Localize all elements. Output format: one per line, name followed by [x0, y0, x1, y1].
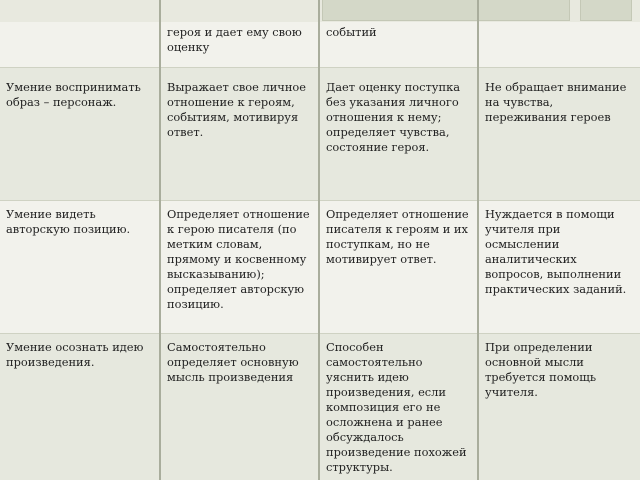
row-divider — [0, 333, 640, 334]
level-low-cell: Нуждается в помощи учителя при осмыслении аналитических вопросов, выполнении практических заданий. — [485, 207, 627, 296]
level-low-cell: Не обращает внимание на чувства, переживания героев — [485, 80, 627, 124]
level-high-cell: Определяет отношение к герою писателя (по метким словам, прямому и косвенному высказыванию); определяет авторскую позицию. — [167, 207, 310, 311]
column-divider — [159, 0, 161, 480]
header-tab — [322, 0, 570, 21]
criterion-cell: Умение воспринимать образ – персонаж. — [6, 80, 141, 109]
level-low-cell: При определении основной мысли требуется помощь учителя. — [485, 340, 597, 399]
column-divider — [477, 0, 479, 480]
column-divider — [318, 0, 320, 480]
level-mid-cell: Определяет отношение писателя к героям и их поступкам, но не мотивирует ответ. — [326, 207, 469, 266]
row-divider — [0, 67, 640, 68]
criterion-cell: Умение осознать идею произведения. — [6, 340, 144, 369]
row-divider — [0, 200, 640, 201]
criterion-cell: Умение видеть авторскую позицию. — [6, 207, 131, 236]
level-high-cell: Самостоятельно определяет основную мысль произведения — [167, 340, 299, 384]
header-cell-level-mid: событий — [326, 25, 377, 39]
level-high-cell: Выражает свое личное отношение к героям, событиям, мотивируя ответ. — [167, 80, 307, 139]
level-mid-cell: Способен самостоятельно уяснить идею произведения, если композиция его не осложнена и ранее обсуждалось произведение похожей структуры. — [326, 340, 467, 474]
level-mid-cell: Дает оценку поступка без указания личного отношения к нему; определяет чувства, состояние героя. — [326, 80, 461, 154]
header-tab — [580, 0, 632, 21]
table-row — [0, 22, 640, 67]
header-cell-level-high: героя и дает ему свою оценку — [167, 25, 302, 54]
